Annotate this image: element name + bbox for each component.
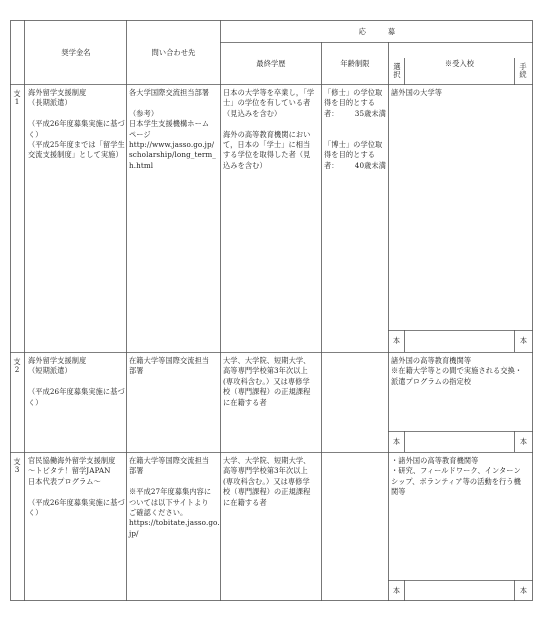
row-1-age-master: 「修士」の学位取 得を目的とする者： <box>324 88 383 118</box>
header-procedure: 手 続 <box>519 62 527 79</box>
row-1-footer-left: 本 <box>392 336 401 345</box>
row-1-footer-right: 本 <box>519 336 528 345</box>
row-2-footer-right: 本 <box>519 437 528 446</box>
row-2-education: 大学、大学院、短期大学、 高等専門学校第3年次以上 (専攻科含む。）又は専修学 校（専門課程）の正規課程 に在籍する者 <box>223 356 311 407</box>
header-contact: 問い合わせ先 <box>151 48 196 57</box>
header-apply: 応 募 <box>358 27 396 36</box>
row-1-age-master-value: 35歳未満 <box>354 109 386 118</box>
header-receiving-school: ※受入校 <box>444 59 475 68</box>
row-1-contact: 各大学国際交流担当部署 （参考） 日本学生支援機構ホーム ページ http://www.jasso.go.jp/ scholarship/long_term_ h.html <box>129 88 216 170</box>
row-1-name: 海外留学支援制度 （長期派遣） （平成26年度募集実施に基づ く） （平成25年度までは「留学生 交流支援制度」として実施） <box>28 88 125 160</box>
row-2-contact: 在籍大学等国際交流担当 部署 <box>129 356 210 376</box>
header-scholarship-name: 奨学金名 <box>61 48 91 57</box>
row-3-footer-right: 本 <box>519 586 528 595</box>
header-select: 選 択 <box>393 62 401 79</box>
row-2-id: 支 2 <box>13 357 21 374</box>
row-3-id: 支 3 <box>13 457 21 474</box>
header-age-limit: 年齢制限 <box>340 59 370 68</box>
row-1-id: 支 1 <box>13 89 21 106</box>
row-2-school: 諸外国の高等教育機関等 ※在籍大学等との間で実施される交換・ 派遣プログラムの指定校 <box>391 356 523 386</box>
row-3-footer-left: 本 <box>392 586 401 595</box>
row-3-education: 大学、大学院、短期大学、 高等専門学校第3年次以上 (専攻科含む。）又は専修学 校（専門課程）の正規課程 に在籍する者 <box>223 456 311 507</box>
row-3-name: 官民協働海外留学支援制度 ～トビタテ！留学JAPAN 日本代表プログラム～ （平成26年度募集実施に基づ く） <box>28 456 125 518</box>
row-3-contact: 在籍大学等国際交流担当 部署 ※平成27年度募集内容に ついては以下サイトより ご確認ください。 https://tobitate.jasso.go. jp/ <box>129 456 220 538</box>
row-1-age-doctor: 「博士」の学位取 得を目的とする者： <box>324 140 383 170</box>
row-2-footer-left: 本 <box>392 437 401 446</box>
row-3-school: ・諸外国の高等教育機関等 ・研究、フィールドワーク、インターン シップ、ボランティア等の活動を行う機 関等 <box>391 456 521 497</box>
header-education: 最終学歴 <box>256 59 286 68</box>
row-2-name: 海外留学支援制度 （短期派遣） （平成26年度募集実施に基づ く） <box>28 356 125 407</box>
row-1-school: 諸外国の大学等 <box>391 88 443 97</box>
row-1-age-doctor-value: 40歳未満 <box>354 161 386 170</box>
row-1-education: 日本の大学等を卒業し，「学 士」の学位を有している者 （見込みを含む） 海外の高等教育機関におい て，日本の「学士」に相当 する学位を取得した者（見 込みを含む） <box>223 88 315 170</box>
